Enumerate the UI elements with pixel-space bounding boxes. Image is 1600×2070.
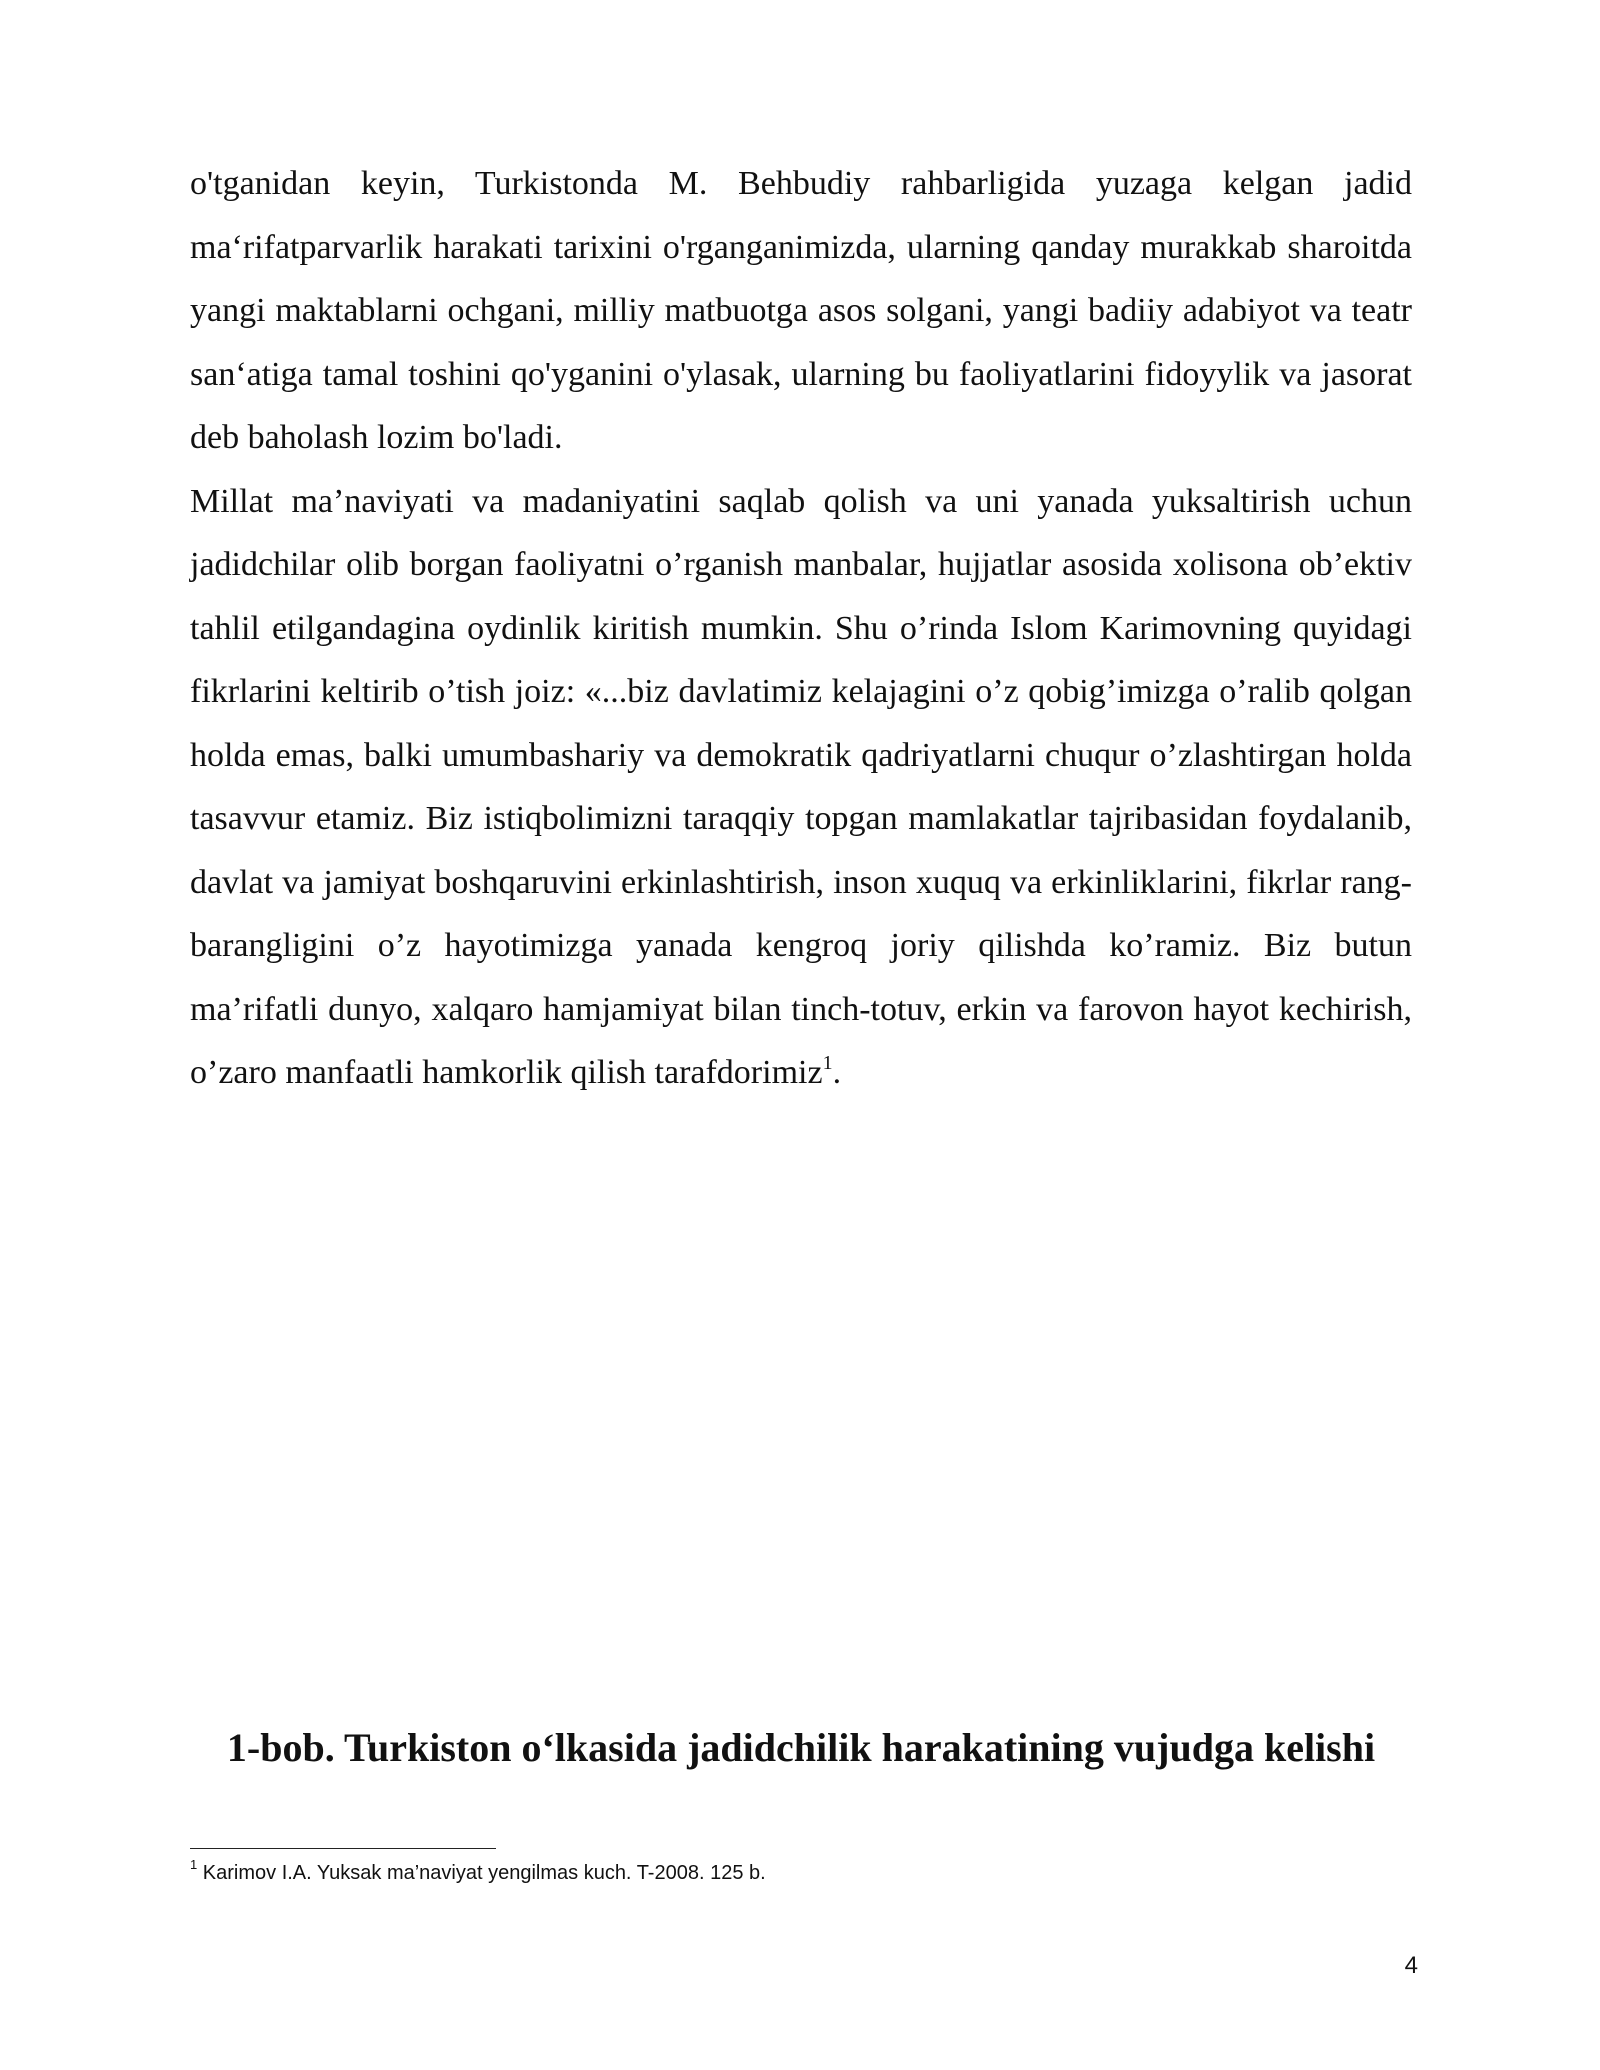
footnote-separator bbox=[190, 1848, 496, 1849]
paragraph-2 bbox=[190, 470, 1412, 1105]
footnote-reference[interactable]: 1 bbox=[822, 1051, 833, 1074]
paragraph-2-text: Millat ma’naviyati va madaniyatini saqlab qolish va uni yanada yuksaltirish uchun jadidchilar olib borgan faoliyatni o’rganish manbalar, hujjatlar asosida xolisona ob’ektiv tahlil etilgandagina oydinlik kiritish mumkin. Shu o’rinda Islom Karimovning quyidagi fikrlarini keltirib o’tish joiz: «...biz davlatimiz kelajagini o’z qobig’imizga o’ralib qolgan holda emas, balki umumbashariy va demokratik qadriyatlarni chuqur o’zlashtirgan holda tasavvur etamiz. Biz istiqbolimizni taraqqiy topgan mamlakatlar tajribasidan foydalanib, davlat va jamiyat boshqaruvini erkinlashtirish, inson xuquq va erkinliklarini, fikrlar rang-barangligini o’z hayotimizga yanada kengroq joriy qilishda ko’ramiz. Biz butun ma’rifatli dunyo, xalqaro hamjamiyat bilan tinch-totuv, erkin va farovon hayot kechirish, o’zaro manfaatli hamkorlik qilish tarafdorimiz bbox=[190, 482, 1412, 1091]
paragraph-1: o'tganidan keyin, Turkistonda M. Behbudiy rahbarligida yuzaga kelgan jadid ma‘rifatparvarlik harakati tarixini o'rganganimizda, ularning qanday murakkab sharoitda yangi maktablarni ochgani, milliy matbuotga asos solgani, yangi badiiy adabiyot va teatr san‘atiga tamal toshini qo'yganini o'ylasak, ularning bu faoliyatlarini fidoyylik va jasorat deb baholash lozim bo'ladi. bbox=[190, 165, 1412, 456]
footnote-text: Karimov I.A. Yuksak ma’naviyat yengilmas kuch. T-2008. 125 b. bbox=[197, 1862, 766, 1884]
body-text bbox=[190, 152, 1412, 1105]
page-number: 4 bbox=[1404, 1952, 1418, 1979]
paragraph-2-end: . bbox=[832, 1054, 842, 1091]
footnote bbox=[190, 1858, 1412, 1888]
chapter-heading: 1-bob. Turkiston o‘lkasida jadidchilik harakatining vujudga kelishi bbox=[226, 1725, 1376, 1770]
footnote-marker: 1 bbox=[190, 1857, 198, 1873]
